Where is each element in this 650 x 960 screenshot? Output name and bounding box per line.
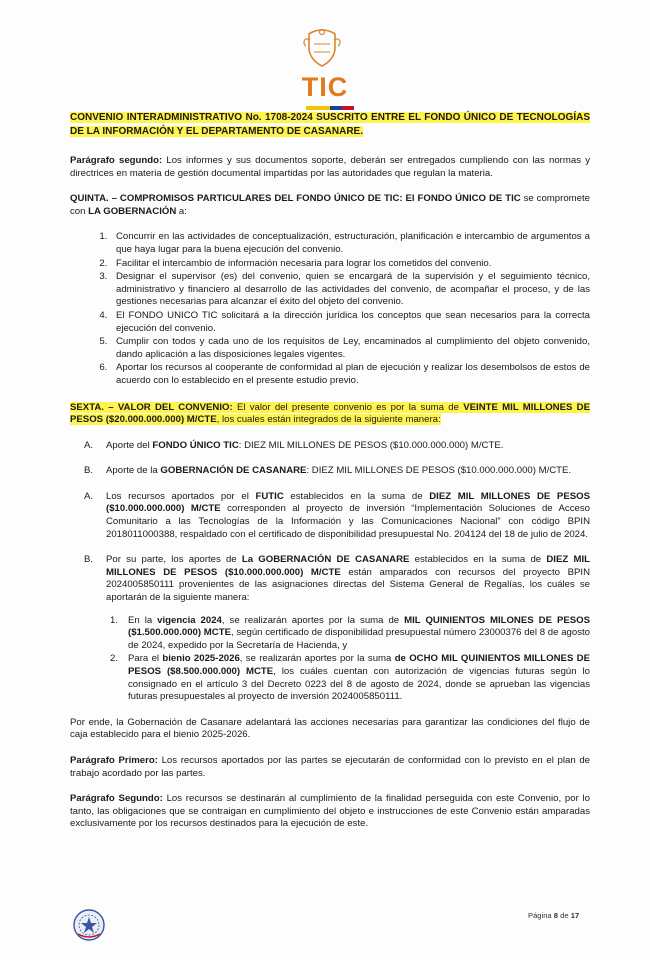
institution-seal-icon xyxy=(72,908,106,942)
aporte-b xyxy=(70,465,590,478)
aporte-a-post: : DIEZ MIL MILLONES DE PESOS ($10.000.000.000) M/CTE. xyxy=(238,439,504,451)
sub-item-2 xyxy=(70,653,590,703)
quinta-intro-text: se compromete con xyxy=(70,193,590,217)
list-item: 5. Cumplir con todos y cada uno de los requisitos de Ley, encaminados al cumplimiento del objeto convenido, dando aplicación a las disposiciones legales vigentes. xyxy=(110,336,590,361)
quinta-list xyxy=(70,231,590,387)
sexta-amount: VEINTE MIL MILLONES DE PESOS ($20.000.000.000) M/CTE xyxy=(70,401,590,426)
document-title xyxy=(70,111,590,139)
paragrafo-segundo-2-text: Los recursos se destinarán al cumplimiento de la finalidad perseguida con este Convenio, por lo tanto, las obligaciones que se contraigan en cumplimiento del objeto e instrucciones de este Convenio están amparadas exclusivamente por los recursos destinados para la ejecución de este. xyxy=(70,793,591,830)
paragrafo-segundo-text: Los informes y sus documentos soporte, deberán ser entregados cumpliendo con las normas y directrices en materia de gestión documental impartidas por las autoridades que regulan la materia. xyxy=(70,155,590,179)
paragrafo-segundo-2-label: Parágrafo Segundo: xyxy=(70,793,163,805)
detalle-b xyxy=(70,554,590,604)
quinta-gobernacion: LA GOBERNACIÓN xyxy=(88,205,177,217)
detalle-b-b2: DIEZ MIL MILLONES DE PESOS ($10.000.000.000) M/CTE xyxy=(106,554,590,578)
sexta-heading: SEXTA. – VALOR DEL CONVENIO: xyxy=(70,401,233,413)
aporte-b-post: : DIEZ MIL MILLONES DE PESOS ($10.000.000.000) M/CTE. xyxy=(306,465,572,477)
aporte-b-letter: B. xyxy=(84,465,94,477)
detalle-b-t1: Por su parte, los aportes de xyxy=(106,554,242,566)
sub-item-1-t2: , se realizarán aportes por la suma de xyxy=(221,614,405,626)
page-number xyxy=(528,911,579,920)
quinta-intro-bold: : El FONDO ÚNICO DE TIC xyxy=(399,193,521,205)
sub-item-1-b1: vigencia 2024 xyxy=(157,614,222,626)
detalle-b-b1: La GOBERNACIÓN DE CASANARE xyxy=(241,554,410,566)
aporte-a-letter: A. xyxy=(84,439,94,451)
sub-item-2-t2: , se realizarán aportes por la suma xyxy=(239,653,395,665)
detalle-a-t3: corresponden al proyecto de inversión “Implementación Soluciones de Acceso Comunitario a las Tecnologías de la Información y las Comunicaciones Nacional” con código BPIN 2018011000388, respaldado con el certificado de disponibilidad presupuestal No. 204124 del 18 de julio de 2024. xyxy=(106,503,590,540)
page-word: Página xyxy=(528,911,552,920)
sub-item-1-t3: , según certificado de disponibilidad presupuestal número 23000376 del 8 de agosto de 2024, expedido por la Secretaría de Hacienda, y xyxy=(128,627,590,651)
sub-item-1-b2: MIL QUINIENTOS MILONES DE PESOS ($1.500.000.000) MCTE xyxy=(128,614,591,639)
sub-item-2-b1: bienio 2025-2026 xyxy=(162,653,240,665)
aporte-a-bold: FONDO ÚNICO TIC xyxy=(152,439,239,451)
sub-item-2-num: 2. xyxy=(110,653,119,665)
detalle-b-letter: B. xyxy=(84,554,94,566)
por-ende-paragraph: Por ende, la Gobernación de Casanare adelantará las acciones necesarias para garantizar las condiciones del flujo de caja establecido para el bienio 2025-2026. xyxy=(70,716,590,741)
list-item: 4. El FONDO UNICO TIC solicitará a la dirección jurídica los conceptos que sean necesarios para la correcta ejecución del convenio. xyxy=(110,310,590,335)
detalle-a-letter: A. xyxy=(84,490,94,502)
paragrafo-primero-text: Los recursos aportados por las partes se ejecutarán de conformidad con lo previsto en el plan de trabajo acordado por las partes. xyxy=(70,754,591,779)
list-item: 3. Designar el supervisor (es) del convenio, quien se encargará de la supervisión y el seguimiento técnico, administrativo y financiero al desarrollo de las actividades del convenio, de acompañar el proceso, y de las gestiones necesarias para alcanzar el éxito del objeto del convenio. xyxy=(110,271,590,309)
detalle-a-b1: FUTIC xyxy=(255,490,284,502)
paragrafo-primero-label: Parágrafo Primero: xyxy=(70,754,158,766)
list-item: 2. Facilitar el intercambio de información necesaria para lograr los cometidos del convenio. xyxy=(110,258,590,271)
paragrafo-primero xyxy=(70,755,590,780)
list-item: 1. Concurrir en las actividades de conceptualización, estructuración, planificación e intercambio de argumentos a que haya lugar para la buena ejecución del convenio. xyxy=(110,231,590,256)
page-of-word: de xyxy=(560,911,569,920)
page-total: 17 xyxy=(570,911,580,920)
sub-item-1-num: 1. xyxy=(110,614,119,626)
coat-of-arms-icon xyxy=(300,26,344,70)
aporte-a-pre: Aporte del xyxy=(106,439,153,451)
sub-item-2-t3: , los cuáles cuentan con autorización de vigencias futuras según lo consignado en el artículo 3 del Decreto 0223 del 8 de agosto de 2024, donde se aprueban las vigencias futuras presupuestales al proyecto de inversión 2024005850111. xyxy=(128,666,590,703)
quinta-intro xyxy=(70,193,590,218)
detalle-b-t2: establecidos en la suma de xyxy=(409,554,547,566)
title-text: CONVENIO INTERADMINISTRATIVO No. 1708-2024 SUSCRITO ENTRE EL FONDO ÚNICO DE TECNOLOGÍAS DE LA INFORMACIÓN Y EL DEPARTAMENTO DE CASANARE. xyxy=(70,112,590,137)
detalle-a-t2: establecidos en la suma de xyxy=(283,490,430,502)
flag-color-bar xyxy=(306,106,354,110)
aporte-a xyxy=(70,440,590,453)
aporte-b-pre: Aporte de la xyxy=(106,465,161,477)
sub-item-1-t1: En la xyxy=(128,614,158,626)
detalle-b-t3: están amparados con recursos del proyecto BPIN 2024005850111 provenientes de las asignaciones directas del Sistema General de Regalías, los cuáles se aportarán de la siguiente manera: xyxy=(106,566,590,604)
tic-logo-text: TIC xyxy=(301,72,349,102)
paragrafo-segundo xyxy=(70,155,590,180)
sub-item-2-b2: de OCHO MIL QUINIENTOS MILLONES DE PESOS ($8.500.000.000) MCTE xyxy=(128,653,590,677)
list-item: 6. Aportar los recursos al cooperante de conformidad al plan de ejecución y realizar los desembolsos de estos de acuerdo con lo establecido en el presente estudio previo. xyxy=(110,362,590,387)
sub-item-1 xyxy=(70,615,590,653)
page-current: 8 xyxy=(553,911,559,920)
sexta-text-a: El valor del presente convenio es por la suma de xyxy=(232,401,464,413)
sexta-intro xyxy=(70,402,590,427)
paragrafo-segundo-label: Parágrafo segundo: xyxy=(70,155,163,166)
detalle-a-t1: Los recursos aportados por el xyxy=(106,490,256,502)
document-body xyxy=(70,111,590,844)
quinta-intro-end: a: xyxy=(176,205,187,217)
quinta-heading: QUINTA. – COMPROMISOS PARTICULARES DEL FONDO ÚNICO DE TIC xyxy=(70,193,400,205)
sexta-text-b: , los cuales están integrados de la siguiente manera: xyxy=(216,414,441,426)
detalle-a xyxy=(70,491,590,541)
sub-item-2-t1: Para el xyxy=(128,653,163,665)
paragrafo-segundo-2 xyxy=(70,793,590,831)
aporte-b-bold: GOBERNACIÓN DE CASANARE xyxy=(160,465,307,477)
detalle-a-b2: DIEZ MIL MILLONES DE PESOS ($10.000.000.000) M/CTE xyxy=(106,490,590,515)
